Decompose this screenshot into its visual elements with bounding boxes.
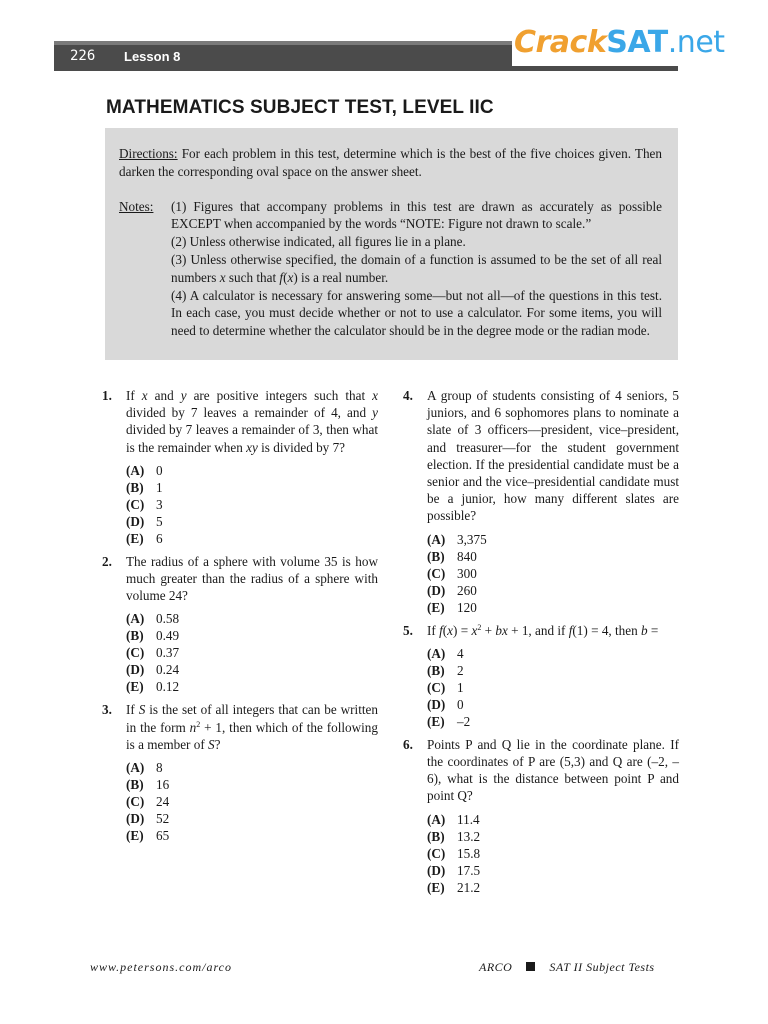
question-text: If S is the set of all integers that can be written in the form $n^2 + 1$, then which of the following is a member of S? <box>126 702 378 752</box>
answer-choice[interactable]: (E) 21.2 <box>427 879 481 895</box>
question-4 <box>403 387 679 616</box>
answer-choice[interactable]: (E) 0.12 <box>126 679 180 695</box>
notes-label: Notes: <box>119 198 154 214</box>
answer-choice[interactable]: (C) 0.37 <box>126 645 180 661</box>
answer-choice[interactable]: (A) 0.58 <box>126 611 180 627</box>
question-text: The radius of a sphere with volume 35 is how much greater than the radius of a sphere with volume 24? <box>126 553 378 604</box>
answer-choice[interactable]: (D) 260 <box>427 582 477 598</box>
answer-choice[interactable]: (E) 65 <box>126 828 170 844</box>
questions-right-column <box>403 387 679 902</box>
answer-choice[interactable]: (D) 52 <box>126 811 170 827</box>
directions-paragraph <box>119 145 662 181</box>
question-number: 3. <box>102 702 112 718</box>
answer-choice[interactable]: (D) 0.24 <box>126 662 180 678</box>
note-item: (4) A calculator is necessary for answering some—but not all—of the questions in this test. In each case, you must decide whether or not to use a calculator. For some items, you will need to determine whether the calculator should be in the degree mode or the radian mode. <box>171 287 662 339</box>
page-number: 226 <box>70 48 96 64</box>
question-text: A group of students consisting of 4 seniors, 5 juniors, and 6 sophomores plans to nominate a slate of 3 officers—president, vice–president, and treasurer—for the student government election. If the presidential candidate must be a senior and the vice–presidential candidate must be a junior, how many different slates are possible? <box>427 388 679 524</box>
question-number: 6. <box>403 736 413 752</box>
directions-text: For each problem in this test, determine which is the best of the five choices given. Then darken the corresponding oval space on the answer sheet. <box>119 146 662 179</box>
question-3 <box>102 701 378 844</box>
answer-choice[interactable]: (B) 2 <box>427 662 464 678</box>
answer-choice[interactable]: (B) 840 <box>427 548 477 564</box>
question-number: 1. <box>102 388 112 403</box>
answer-choice[interactable]: (C) 3 <box>126 496 163 512</box>
answer-choices <box>126 610 378 695</box>
question-5 <box>403 622 679 730</box>
question-6 <box>403 736 679 896</box>
answer-choice[interactable]: (B) 0.49 <box>126 628 180 644</box>
answer-choice[interactable]: (C) 24 <box>126 794 170 810</box>
answer-choice[interactable]: (B) 16 <box>126 777 170 793</box>
question-1 <box>102 387 378 547</box>
answer-choice[interactable]: (D) 5 <box>126 513 163 529</box>
answer-choice[interactable]: (D) 17.5 <box>427 862 481 878</box>
answer-choice[interactable]: (B) 13.2 <box>427 828 481 844</box>
question-2 <box>102 553 378 696</box>
question-text: If x and y are positive integers such that x divided by 7 leaves a remainder of 4, and y divided by 7 leaves a remainder of 3, then what is the remainder when xy is divided by 7? <box>126 388 378 455</box>
answer-choice[interactable]: (C) 1 <box>427 679 464 695</box>
answer-choice[interactable]: (C) 300 <box>427 565 477 581</box>
question-text: If $f(x) = x^2$ + bx + 1, and if f(1) = 4, then b = <box>427 622 659 638</box>
answer-choice[interactable]: (A) 4 <box>427 645 464 661</box>
lesson-label: Lesson 8 <box>124 49 181 64</box>
answer-choice[interactable]: (D) 0 <box>427 696 464 712</box>
answer-choice[interactable]: (C) 15.8 <box>427 845 481 861</box>
directions-box <box>105 128 678 360</box>
answer-choice[interactable]: (A) 0 <box>126 462 163 478</box>
square-bullet-icon <box>526 962 535 971</box>
question-number: 2. <box>102 553 112 569</box>
answer-choices <box>126 759 378 844</box>
directions-label: Directions: <box>119 146 178 161</box>
note-item: (3) Unless otherwise specified, the domain of a function is assumed to be the set of all real numbers x such that f(x) is a real number. <box>171 251 662 285</box>
answer-choice[interactable]: (E) 120 <box>427 599 477 615</box>
footer-series: SAT II Subject Tests <box>549 960 655 974</box>
question-text: Points P and Q lie in the coordinate plane. If the coordinates of P are (5,3) and Q are (–2, –6), what is the distance between point P and point Q? <box>427 736 679 804</box>
answer-choice[interactable]: (E) 6 <box>126 530 163 546</box>
answer-choices <box>427 531 679 616</box>
site-logo: CrackSAT.net <box>514 25 725 60</box>
answer-choice[interactable]: (A) 11.4 <box>427 811 480 827</box>
page-title: MATHEMATICS SUBJECT TEST, LEVEL IIC <box>106 97 494 118</box>
answer-choices <box>427 811 679 896</box>
answer-choice[interactable]: (A) 3,375 <box>427 531 487 547</box>
answer-choices <box>427 645 679 730</box>
footer-credit <box>479 960 655 975</box>
note-item: (1) Figures that accompany problems in this test are drawn as accurately as possible EXCEPT when accompanied by the words “NOTE: Figure not drawn to scale.” <box>171 198 662 232</box>
notes-list <box>171 198 662 340</box>
footer-publisher: ARCO <box>479 960 513 974</box>
answer-choice[interactable]: (A) 8 <box>126 760 163 776</box>
note-item: (2) Unless otherwise indicated, all figures lie in a plane. <box>171 234 466 250</box>
question-number: 4. <box>403 388 413 403</box>
questions-left-column <box>102 387 378 850</box>
answer-choice[interactable]: (B) 1 <box>126 479 163 495</box>
answer-choice[interactable]: (E) –2 <box>427 713 471 729</box>
notes-section <box>119 198 662 340</box>
footer-url: www.petersons.com/arco <box>90 960 232 974</box>
answer-choices <box>126 462 378 547</box>
question-number: 5. <box>403 622 413 638</box>
